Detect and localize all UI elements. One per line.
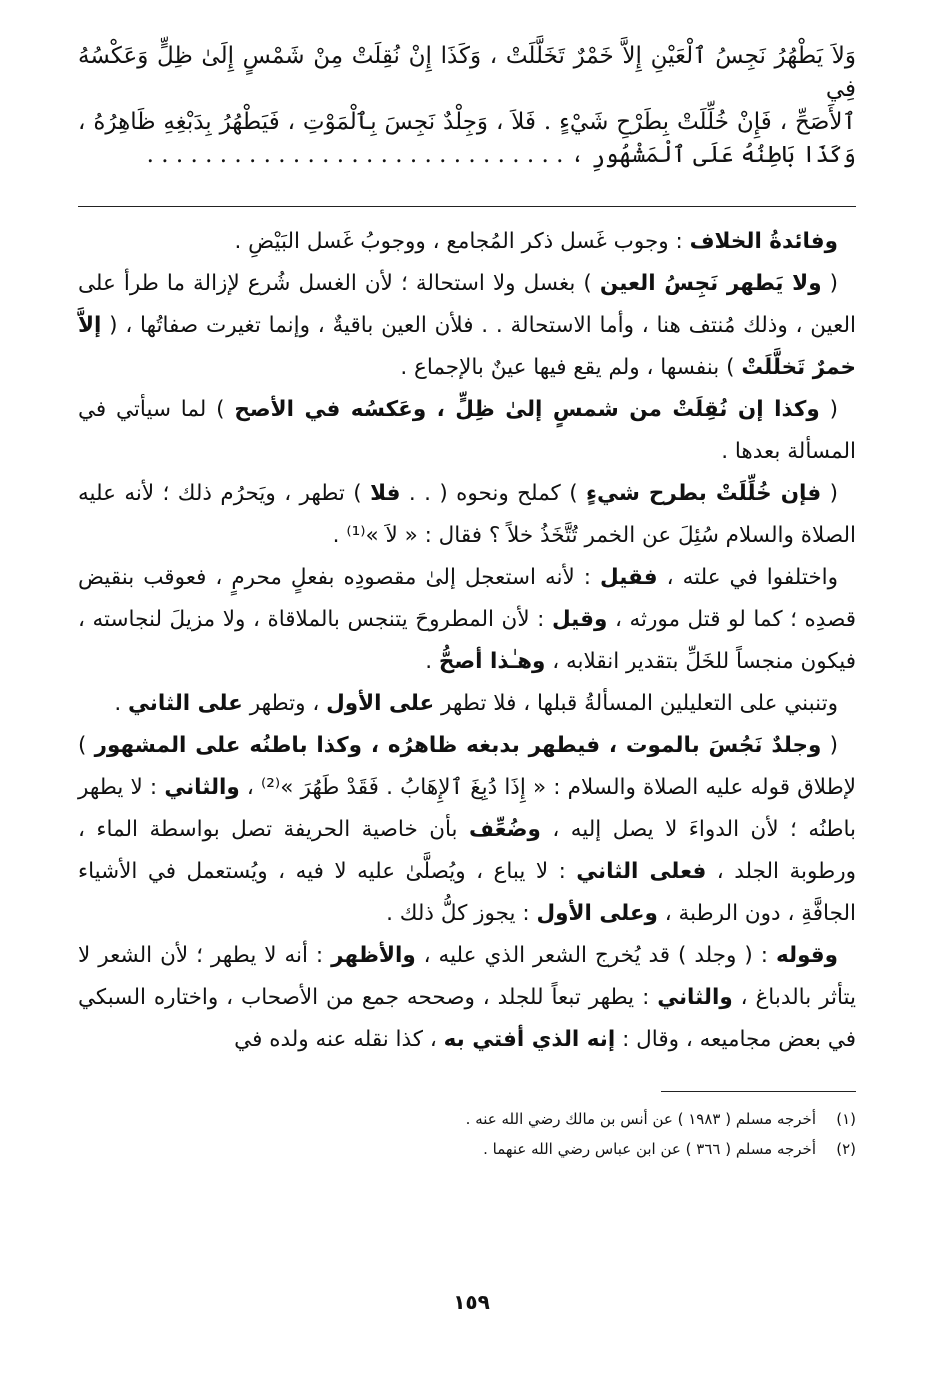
commentary-paragraph bbox=[78, 683, 856, 725]
quoted-matn-text: وجلدٌ نَجُسَ بالموت ، فيطهر بدبغه ظاهرُه ، وكذا باطنُه على المشهور bbox=[94, 733, 822, 758]
commentary-text: ( bbox=[819, 397, 838, 422]
footnote-number: (٢) bbox=[836, 1140, 856, 1158]
matn-line: ٱلأَصَحِّ ، فَإِنْ خُلِّلَتْ بِطَرْحِ شَيْءٍ . فَلاَ ، وَجِلْدٌ نَجِسَ بِٱلْمَوْتِ ، فَيَطْهُرُ بِدَبْغِهِ ظَاهِرُهُ ، bbox=[78, 109, 856, 135]
quoted-matn-text: فإن خُلِّلَتْ بطرح شيءٍ bbox=[585, 481, 822, 506]
commentary-paragraph bbox=[78, 935, 856, 1061]
commentary-text: ( bbox=[821, 271, 838, 296]
commentary-text: ( bbox=[821, 481, 838, 506]
commentary-text: : أنه لا يطهر ؛ لأن الشعر لا يتأثر بالدباغ ، bbox=[78, 943, 856, 1010]
commentary-text: ) بغسل ولا استحالة ؛ لأن الغسل شُرع لإزالة ما طرأ على العين ، وذلك مُنتف هنا ، وأما الاستحالة . . فلأن العين باقيةٌ ، وإنما تغيرت صفاتُها ، ( bbox=[78, 271, 856, 338]
commentary-text: . bbox=[114, 691, 129, 716]
quoted-matn-text: وهـٰذا أصحُّ bbox=[438, 649, 546, 674]
commentary-text: ، كذا نقله عنه ولده في bbox=[234, 1027, 444, 1052]
quoted-matn-text: وقوله bbox=[775, 943, 838, 968]
footnotes bbox=[78, 1104, 856, 1164]
commentary-text: ) بنفسها ، ولم يقع فيها عينٌ بالإجماع . bbox=[400, 355, 742, 380]
commentary-text: : يجوز كلُّ ذلك . bbox=[386, 901, 537, 926]
commentary-text: : ( وجلد ) قد يُخرج الشعر الذي عليه ، bbox=[415, 943, 776, 968]
footnote-number: (١) bbox=[836, 1110, 856, 1128]
commentary-paragraph bbox=[78, 389, 856, 473]
commentary-text: ، وتطهر bbox=[242, 691, 327, 716]
commentary-text: : لا يباع ، ويُصلَّىٰ عليه لا فيه ، ويُستعمل في الأشياء الجافَّةِ ، دون الرطبة ، bbox=[78, 859, 856, 926]
quoted-matn-text: والثاني bbox=[657, 985, 733, 1010]
commentary-paragraph bbox=[78, 473, 856, 557]
quoted-matn-text: فقيل bbox=[600, 565, 658, 590]
quoted-matn-text: وكذا إن نُقِلَتْ من شمسٍ إلىٰ ظِلٍّ ، وعَكسُه في الأصح bbox=[234, 397, 820, 422]
quoted-matn-text: إلاَّ خمرٌ تَخلَّلَتْ bbox=[78, 313, 856, 380]
footnote-text: أخرجه مسلم ( ١٩٨٣ ) عن أنس بن مالك رضي الله عنه . bbox=[465, 1110, 816, 1128]
footnote-separator bbox=[661, 1091, 856, 1092]
matn-line: وَلاَ يَطْهُرُ نَجِسُ ٱلْعَيْنِ إِلاَّ خَمْرٌ تَخَلَّلَتْ ، وَكَذَا إِنْ نُقِلَتْ مِنْ شَمْسٍ إِلَىٰ ظِلٍّ وَعَكْسُهُ فِي bbox=[78, 43, 856, 102]
footnote bbox=[78, 1104, 856, 1134]
commentary-text: ) لما سيأتي في المسألة بعدها . bbox=[78, 397, 856, 464]
quoted-matn-text: والأظهر bbox=[331, 943, 416, 968]
footnote bbox=[78, 1134, 856, 1164]
quoted-matn-text: فلا bbox=[370, 481, 401, 506]
quoted-matn-text: ولا يَطهر نَجِسُ العين bbox=[599, 271, 822, 296]
commentary-text: : يطهر تبعاً للجلد ، وصححه جمع من الأصحاب ، واختاره السبكي في بعض مجاميعه ، وقال : bbox=[78, 985, 856, 1052]
quoted-matn-text: والثاني bbox=[164, 775, 240, 800]
page-content bbox=[78, 40, 856, 1164]
quoted-matn-text: وقيل bbox=[551, 607, 608, 632]
commentary-paragraph bbox=[78, 557, 856, 683]
quoted-matn-text: وفائدةُ الخلاف bbox=[689, 229, 838, 254]
commentary-text: واختلفوا في علته ، bbox=[657, 565, 838, 590]
commentary-paragraph bbox=[78, 263, 856, 389]
quoted-matn-text: وعلى الأول bbox=[536, 901, 658, 926]
quoted-matn-text: إنه الذي أفتي به bbox=[443, 1027, 616, 1052]
commentary-text: بأن خاصية الحريفة تصل بواسطة الماء ، ورطوبة الجلد ، bbox=[78, 817, 856, 884]
commentary-text: ) تطهر ، ويَحرُم ذلك ؛ لأنه عليه الصلاة والسلام سُئِلَ عن الخمر تُتَّخَذُ خلاً ؟ فقال : « لاَ »⁽¹⁾ . bbox=[78, 481, 856, 548]
matn-text bbox=[78, 40, 856, 172]
quoted-matn-text: وضُعِّف bbox=[468, 817, 541, 842]
quoted-matn-text: فعلى الثاني bbox=[576, 859, 707, 884]
quoted-matn-text: على الثاني bbox=[128, 691, 243, 716]
commentary-text: ( bbox=[821, 733, 838, 758]
commentary-text: ) لإطلاق قوله عليه الصلاة والسلام : « إِذَا دُبِغَ ٱلإِهَابُ . فَقَدْ طَهُرَ »⁽²⁾ ، bbox=[78, 733, 857, 800]
commentary-text: . bbox=[425, 649, 439, 674]
matn-separator bbox=[78, 206, 856, 207]
quoted-matn-text: على الأول bbox=[326, 691, 435, 716]
commentary-text: : لأن المطروحَ يتنجس بالملاقاة ، ولا مزيلَ لنجاسته ، فيكون منجساً للخَلِّ بتقدير انقلابه ، bbox=[78, 607, 856, 674]
commentary-text: : لأنه استعجل إلىٰ مقصودِه بفعلٍ محرمٍ ، فعوقب بنقيض قصدِه ؛ كما لو قتل مورثه ، bbox=[78, 565, 856, 632]
commentary bbox=[78, 221, 856, 1061]
commentary-text: : وجوب غَسل ذكر المُجامع ، ووجوبُ غَسل البَيْضِ . bbox=[234, 229, 690, 254]
matn-line: وَكَذَا بَاطِنُهُ عَلَى ٱلْمَشْهُورِ ، . . . . . . . . . . . . . . . . . . . . . . . . . . . . . bbox=[146, 142, 856, 168]
commentary-text: وتنبني على التعليلين المسألةُ قبلها ، فلا تطهر bbox=[434, 691, 838, 716]
footnote-text: أخرجه مسلم ( ٣٦٦ ) عن ابن عباس رضي الله عنهما . bbox=[483, 1140, 816, 1158]
page-number: ١٥٩ bbox=[453, 1290, 490, 1314]
commentary-text: ) كملح ونحوه ( . . bbox=[400, 481, 586, 506]
commentary-paragraph bbox=[78, 221, 856, 263]
commentary-text: : لا يطهر باطنُه ؛ لأن الدواءَ لا يصل إليه ، bbox=[78, 775, 856, 842]
commentary-paragraph bbox=[78, 725, 856, 935]
